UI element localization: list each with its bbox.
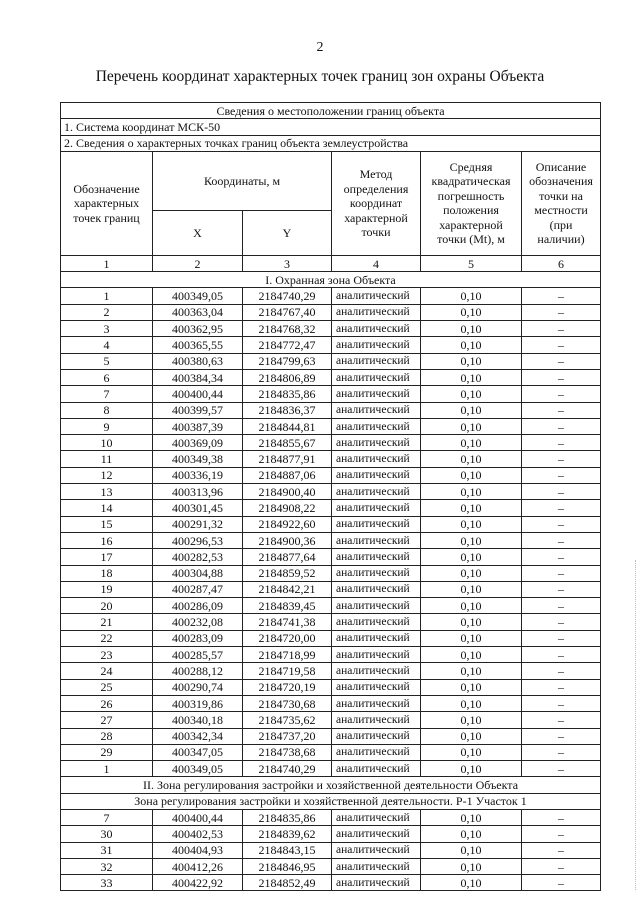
method: аналитический <box>332 304 421 320</box>
point-number: 3 <box>61 321 153 337</box>
accuracy: 0,10 <box>421 695 522 711</box>
coord-x: 400384,34 <box>153 369 243 385</box>
accuracy: 0,10 <box>421 663 522 679</box>
accuracy: 0,10 <box>421 842 522 858</box>
method: аналитический <box>332 418 421 434</box>
table-row <box>61 500 601 516</box>
table-row <box>61 516 601 532</box>
point-number: 31 <box>61 842 153 858</box>
section2-head <box>61 777 601 810</box>
point-number: 18 <box>61 565 153 581</box>
description: – <box>522 549 601 565</box>
coord-x: 400387,39 <box>153 418 243 434</box>
description: – <box>522 761 601 777</box>
coord-y: 2184908,22 <box>243 500 332 516</box>
method: аналитический <box>332 614 421 630</box>
table-row <box>61 647 601 663</box>
description: – <box>522 712 601 728</box>
table-row <box>61 581 601 597</box>
coord-y: 2184835,86 <box>243 386 332 402</box>
coord-y: 2184852,49 <box>243 875 332 891</box>
method: аналитический <box>332 761 421 777</box>
accuracy: 0,10 <box>421 728 522 744</box>
coord-y: 2184735,62 <box>243 712 332 728</box>
description: – <box>522 353 601 369</box>
point-number: 2 <box>61 304 153 320</box>
description: – <box>522 418 601 434</box>
coord-x: 400400,44 <box>153 809 243 825</box>
section2-subtitle: Зона регулирования застройки и хозяйственной деятельности. Р-1 Участок 1 <box>61 793 601 809</box>
table-row <box>61 712 601 728</box>
point-number: 7 <box>61 386 153 402</box>
accuracy: 0,10 <box>421 500 522 516</box>
point-number: 15 <box>61 516 153 532</box>
page-number: 2 <box>316 40 324 55</box>
accuracy: 0,10 <box>421 581 522 597</box>
coord-y: 2184740,29 <box>243 288 332 304</box>
coord-x: 400290,74 <box>153 679 243 695</box>
point-number: 13 <box>61 484 153 500</box>
description: – <box>522 695 601 711</box>
description: – <box>522 858 601 874</box>
method: аналитический <box>332 467 421 483</box>
coord-x: 400422,92 <box>153 875 243 891</box>
description: – <box>522 386 601 402</box>
coord-y: 2184740,29 <box>243 761 332 777</box>
accuracy: 0,10 <box>421 304 522 320</box>
description: – <box>522 581 601 597</box>
coord-x: 400232,08 <box>153 614 243 630</box>
description: – <box>522 614 601 630</box>
description: – <box>522 744 601 760</box>
accuracy: 0,10 <box>421 321 522 337</box>
table-row <box>61 875 601 891</box>
method: аналитический <box>332 386 421 402</box>
coord-x: 400342,34 <box>153 728 243 744</box>
coord-x: 400282,53 <box>153 549 243 565</box>
coord-y: 2184737,20 <box>243 728 332 744</box>
accuracy: 0,10 <box>421 565 522 581</box>
coord-x: 400369,09 <box>153 435 243 451</box>
accuracy: 0,10 <box>421 647 522 663</box>
column-numbers-row <box>61 255 601 271</box>
coord-y: 2184718,99 <box>243 647 332 663</box>
table-row <box>61 353 601 369</box>
coord-y: 2184855,67 <box>243 435 332 451</box>
accuracy: 0,10 <box>421 516 522 532</box>
table-row <box>61 695 601 711</box>
coord-y: 2184730,68 <box>243 695 332 711</box>
coord-y: 2184877,64 <box>243 549 332 565</box>
point-number: 24 <box>61 663 153 679</box>
header-description: Описание обозначения точки на местности (при наличии) <box>522 151 601 255</box>
coord-x: 400286,09 <box>153 598 243 614</box>
accuracy: 0,10 <box>421 337 522 353</box>
accuracy: 0,10 <box>421 451 522 467</box>
table-row <box>61 467 601 483</box>
accuracy: 0,10 <box>421 744 522 760</box>
table-head <box>61 103 601 288</box>
accuracy: 0,10 <box>421 402 522 418</box>
table-row <box>61 386 601 402</box>
table-row <box>61 337 601 353</box>
coord-x: 400404,93 <box>153 842 243 858</box>
point-number: 17 <box>61 549 153 565</box>
accuracy: 0,10 <box>421 353 522 369</box>
description: – <box>522 842 601 858</box>
method: аналитический <box>332 598 421 614</box>
coord-x: 400287,47 <box>153 581 243 597</box>
method: аналитический <box>332 630 421 646</box>
coord-y: 2184859,52 <box>243 565 332 581</box>
description: – <box>522 565 601 581</box>
method: аналитический <box>332 712 421 728</box>
accuracy: 0,10 <box>421 532 522 548</box>
point-number: 4 <box>61 337 153 353</box>
table-row <box>61 614 601 630</box>
accuracy: 0,10 <box>421 288 522 304</box>
point-number: 5 <box>61 353 153 369</box>
table-row <box>61 435 601 451</box>
coord-x: 400402,53 <box>153 826 243 842</box>
coord-x: 400412,26 <box>153 858 243 874</box>
coord-y: 2184768,32 <box>243 321 332 337</box>
table-row <box>61 532 601 548</box>
coord-x: 400362,95 <box>153 321 243 337</box>
coord-x: 400296,53 <box>153 532 243 548</box>
coordinates-table <box>60 102 601 891</box>
column-number: 2 <box>153 255 243 271</box>
method: аналитический <box>332 809 421 825</box>
accuracy: 0,10 <box>421 369 522 385</box>
method: аналитический <box>332 565 421 581</box>
coord-x: 400285,57 <box>153 647 243 663</box>
table-row <box>61 728 601 744</box>
method: аналитический <box>332 500 421 516</box>
description: – <box>522 826 601 842</box>
coord-y: 2184922,60 <box>243 516 332 532</box>
table-row <box>61 826 601 842</box>
points-info: 2. Сведения о характерных точках границ объекта землеустройства <box>61 135 601 151</box>
accuracy: 0,10 <box>421 809 522 825</box>
accuracy: 0,10 <box>421 614 522 630</box>
column-number: 6 <box>522 255 601 271</box>
table-row <box>61 484 601 500</box>
coord-x: 400363,04 <box>153 304 243 320</box>
column-number: 1 <box>61 255 153 271</box>
column-number: 4 <box>332 255 421 271</box>
method: аналитический <box>332 353 421 369</box>
description: – <box>522 532 601 548</box>
description: – <box>522 435 601 451</box>
point-number: 12 <box>61 467 153 483</box>
accuracy: 0,10 <box>421 679 522 695</box>
method: аналитический <box>332 858 421 874</box>
point-number: 22 <box>61 630 153 646</box>
description: – <box>522 875 601 891</box>
description: – <box>522 337 601 353</box>
header-accuracy: Средняя квадратическая погрешность положения характерной точки (Mt), м <box>421 151 522 255</box>
accuracy: 0,10 <box>421 858 522 874</box>
method: аналитический <box>332 842 421 858</box>
table-row <box>61 565 601 581</box>
table-row <box>61 630 601 646</box>
description: – <box>522 304 601 320</box>
coord-x: 400365,55 <box>153 337 243 353</box>
point-number: 27 <box>61 712 153 728</box>
point-number: 30 <box>61 826 153 842</box>
method: аналитический <box>332 484 421 500</box>
coord-x: 400340,18 <box>153 712 243 728</box>
description: – <box>522 630 601 646</box>
method: аналитический <box>332 826 421 842</box>
description: – <box>522 467 601 483</box>
accuracy: 0,10 <box>421 598 522 614</box>
description: – <box>522 728 601 744</box>
coord-y: 2184900,40 <box>243 484 332 500</box>
table-row <box>61 858 601 874</box>
point-number: 25 <box>61 679 153 695</box>
method: аналитический <box>332 744 421 760</box>
section1-rows <box>61 288 601 777</box>
coord-y: 2184844,81 <box>243 418 332 434</box>
coord-y: 2184842,21 <box>243 581 332 597</box>
coord-y: 2184720,19 <box>243 679 332 695</box>
description: – <box>522 288 601 304</box>
coord-y: 2184772,47 <box>243 337 332 353</box>
accuracy: 0,10 <box>421 712 522 728</box>
description: – <box>522 598 601 614</box>
description: – <box>522 484 601 500</box>
method: аналитический <box>332 402 421 418</box>
coord-y: 2184738,68 <box>243 744 332 760</box>
accuracy: 0,10 <box>421 826 522 842</box>
point-number: 29 <box>61 744 153 760</box>
accuracy: 0,10 <box>421 435 522 451</box>
column-number: 5 <box>421 255 522 271</box>
table-row <box>61 744 601 760</box>
table-row <box>61 809 601 825</box>
coord-y: 2184741,38 <box>243 614 332 630</box>
description: – <box>522 516 601 532</box>
description: – <box>522 647 601 663</box>
section2-title: II. Зона регулирования застройки и хозяйственной деятельности Объекта <box>61 777 601 793</box>
table-row <box>61 321 601 337</box>
method: аналитический <box>332 728 421 744</box>
coord-x: 400319,86 <box>153 695 243 711</box>
description: – <box>522 500 601 516</box>
table-caption: Сведения о местоположении границ объекта <box>61 103 601 119</box>
accuracy: 0,10 <box>421 484 522 500</box>
coord-x: 400349,05 <box>153 761 243 777</box>
coord-x: 400304,88 <box>153 565 243 581</box>
table-row <box>61 304 601 320</box>
coord-x: 400349,05 <box>153 288 243 304</box>
point-number: 7 <box>61 809 153 825</box>
accuracy: 0,10 <box>421 418 522 434</box>
accuracy: 0,10 <box>421 386 522 402</box>
point-number: 16 <box>61 532 153 548</box>
point-number: 32 <box>61 858 153 874</box>
accuracy: 0,10 <box>421 875 522 891</box>
coord-x: 400349,38 <box>153 451 243 467</box>
point-number: 1 <box>61 761 153 777</box>
method: аналитический <box>332 435 421 451</box>
point-number: 33 <box>61 875 153 891</box>
point-number: 21 <box>61 614 153 630</box>
header-y: Y <box>243 210 332 255</box>
header-x: X <box>153 210 243 255</box>
accuracy: 0,10 <box>421 761 522 777</box>
point-number: 11 <box>61 451 153 467</box>
coord-y: 2184900,36 <box>243 532 332 548</box>
method: аналитический <box>332 451 421 467</box>
method: аналитический <box>332 647 421 663</box>
table-row <box>61 418 601 434</box>
accuracy: 0,10 <box>421 549 522 565</box>
coord-x: 400400,44 <box>153 386 243 402</box>
section2-rows <box>61 809 601 890</box>
page-title: Перечень координат характерных точек границ зон охраны Объекта <box>95 68 545 85</box>
description: – <box>522 321 601 337</box>
method: аналитический <box>332 532 421 548</box>
point-number: 28 <box>61 728 153 744</box>
method: аналитический <box>332 581 421 597</box>
description: – <box>522 679 601 695</box>
point-number: 19 <box>61 581 153 597</box>
point-number: 10 <box>61 435 153 451</box>
point-number: 8 <box>61 402 153 418</box>
method: аналитический <box>332 516 421 532</box>
header-method: Метод определения координат характерной точки <box>332 151 421 255</box>
coord-y: 2184839,62 <box>243 826 332 842</box>
coord-y: 2184767,40 <box>243 304 332 320</box>
description: – <box>522 402 601 418</box>
method: аналитический <box>332 695 421 711</box>
table-row <box>61 451 601 467</box>
point-number: 9 <box>61 418 153 434</box>
scan-edge-artifact <box>634 560 636 890</box>
point-number: 26 <box>61 695 153 711</box>
coord-x: 400283,09 <box>153 630 243 646</box>
method: аналитический <box>332 369 421 385</box>
table-row <box>61 369 601 385</box>
coord-x: 400288,12 <box>153 663 243 679</box>
point-number: 23 <box>61 647 153 663</box>
accuracy: 0,10 <box>421 467 522 483</box>
header-designation: Обозначение характерных точек границ <box>61 151 153 255</box>
column-number: 3 <box>243 255 332 271</box>
method: аналитический <box>332 337 421 353</box>
coord-y: 2184846,95 <box>243 858 332 874</box>
coord-x: 400336,19 <box>153 467 243 483</box>
point-number: 14 <box>61 500 153 516</box>
coord-x: 400313,96 <box>153 484 243 500</box>
coord-x: 400380,63 <box>153 353 243 369</box>
description: – <box>522 451 601 467</box>
coord-y: 2184839,45 <box>243 598 332 614</box>
header-coordinates: Координаты, м <box>153 151 332 210</box>
coord-x: 400291,32 <box>153 516 243 532</box>
description: – <box>522 809 601 825</box>
table-row <box>61 842 601 858</box>
coord-y: 2184836,37 <box>243 402 332 418</box>
coord-y: 2184720,00 <box>243 630 332 646</box>
method: аналитический <box>332 663 421 679</box>
accuracy: 0,10 <box>421 630 522 646</box>
coord-y: 2184719,58 <box>243 663 332 679</box>
table-row <box>61 679 601 695</box>
table-row <box>61 761 601 777</box>
table-row <box>61 598 601 614</box>
table-row <box>61 402 601 418</box>
point-number: 6 <box>61 369 153 385</box>
table-row <box>61 288 601 304</box>
table-row <box>61 663 601 679</box>
point-number: 1 <box>61 288 153 304</box>
method: аналитический <box>332 875 421 891</box>
table-row <box>61 549 601 565</box>
method: аналитический <box>332 288 421 304</box>
method: аналитический <box>332 549 421 565</box>
method: аналитический <box>332 679 421 695</box>
coord-y: 2184835,86 <box>243 809 332 825</box>
coord-y: 2184799,63 <box>243 353 332 369</box>
method: аналитический <box>332 321 421 337</box>
coord-y: 2184806,89 <box>243 369 332 385</box>
coord-x: 400399,57 <box>153 402 243 418</box>
coord-x: 400347,05 <box>153 744 243 760</box>
coord-y: 2184887,06 <box>243 467 332 483</box>
coordinate-system: 1. Система координат МСК-50 <box>61 119 601 135</box>
section1-title: I. Охранная зона Объекта <box>61 272 601 288</box>
description: – <box>522 663 601 679</box>
coord-y: 2184843,15 <box>243 842 332 858</box>
coord-y: 2184877,91 <box>243 451 332 467</box>
point-number: 20 <box>61 598 153 614</box>
description: – <box>522 369 601 385</box>
coord-x: 400301,45 <box>153 500 243 516</box>
